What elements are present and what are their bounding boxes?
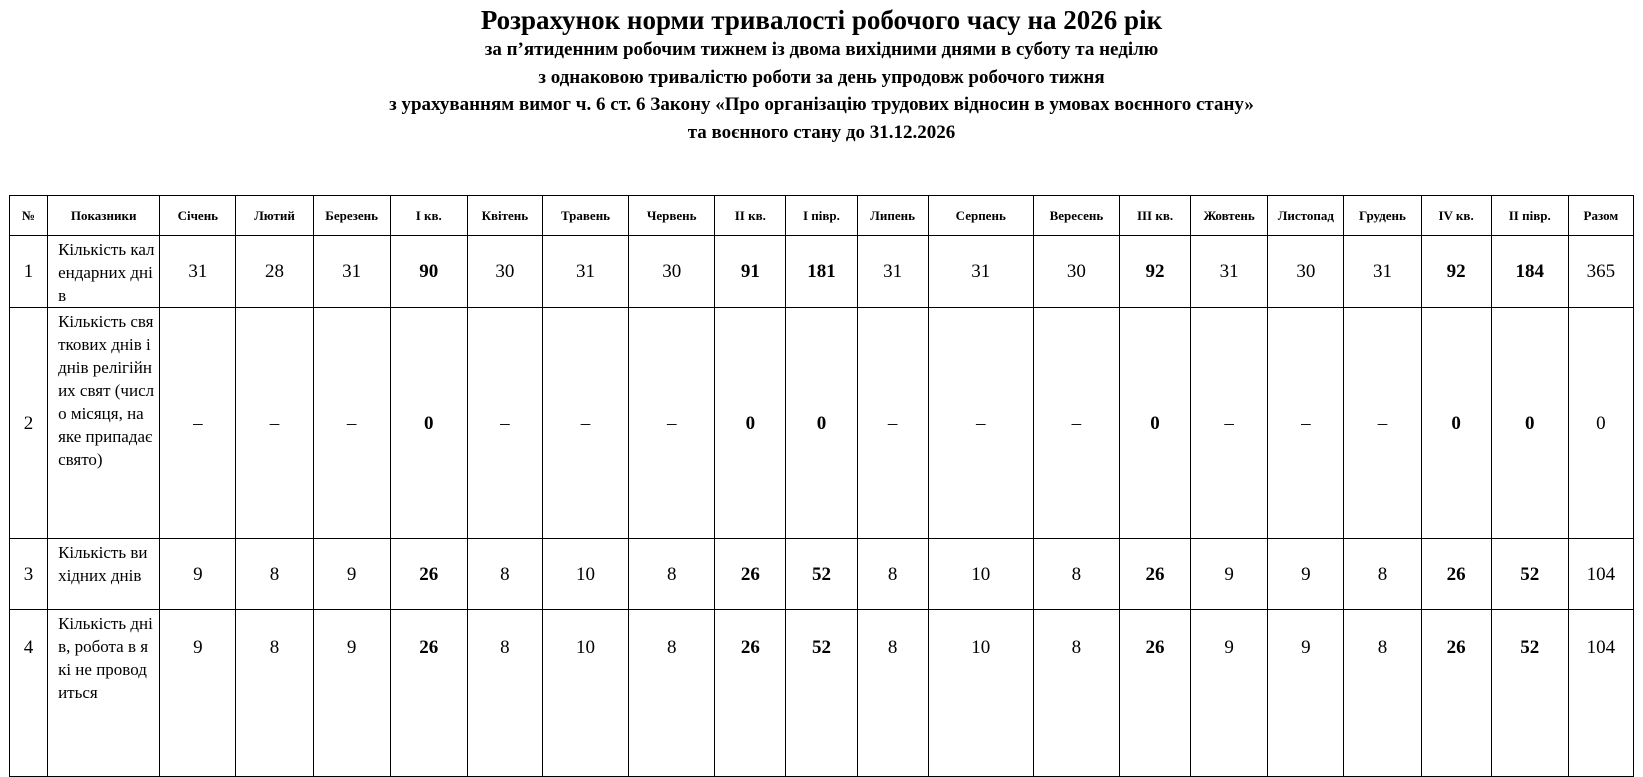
table-cell: 31: [928, 236, 1033, 308]
table-cell: 26: [715, 610, 786, 777]
table-cell: 9: [1268, 539, 1344, 610]
column-header: Січень: [160, 196, 236, 236]
table-cell: 92: [1421, 236, 1491, 308]
row-indicator: Кількість святкових днів і днів релігійних свят (число місяця, на яке припадає свято): [48, 308, 160, 539]
table-cell: –: [467, 308, 542, 539]
table-cell: 10: [542, 539, 628, 610]
document-header: [0, 4, 1643, 146]
row-indicator: Кількість вихідних днів: [48, 539, 160, 610]
column-header: Липень: [857, 196, 928, 236]
table-cell: 30: [629, 236, 715, 308]
table-cell: 8: [467, 610, 542, 777]
table-cell: 104: [1568, 539, 1633, 610]
table-cell: 52: [1491, 610, 1568, 777]
table-cell: 365: [1568, 236, 1633, 308]
table-cell: 8: [857, 610, 928, 777]
column-header: II півр.: [1491, 196, 1568, 236]
table-cell: 8: [1033, 610, 1119, 777]
table-cell: –: [629, 308, 715, 539]
table-cell: –: [313, 308, 390, 539]
column-header: Травень: [542, 196, 628, 236]
table-cell: 8: [1033, 539, 1119, 610]
row-number: 1: [10, 236, 48, 308]
table-cell: –: [236, 308, 313, 539]
table-cell: –: [160, 308, 236, 539]
row-number: 4: [10, 610, 48, 777]
table-cell: 31: [160, 236, 236, 308]
table-cell: 104: [1568, 610, 1633, 777]
table-cell: –: [857, 308, 928, 539]
table-cell: –: [542, 308, 628, 539]
column-header: Жовтень: [1191, 196, 1268, 236]
table-cell: 8: [857, 539, 928, 610]
table-cell: 8: [467, 539, 542, 610]
table-cell: 52: [786, 539, 857, 610]
table-cell: 26: [715, 539, 786, 610]
table-cell: 91: [715, 236, 786, 308]
table-cell: 26: [390, 610, 467, 777]
table-cell: 0: [1421, 308, 1491, 539]
table-cell: 8: [629, 539, 715, 610]
table-cell: 8: [236, 539, 313, 610]
table-cell: 8: [236, 610, 313, 777]
table-cell: 0: [715, 308, 786, 539]
table-cell: 10: [928, 610, 1033, 777]
table-cell: 52: [786, 610, 857, 777]
table-cell: 0: [786, 308, 857, 539]
table-cell: –: [928, 308, 1033, 539]
column-header: Грудень: [1344, 196, 1421, 236]
table-cell: 8: [1344, 539, 1421, 610]
column-header: III кв.: [1119, 196, 1190, 236]
column-header: №: [10, 196, 48, 236]
table-cell: 31: [1344, 236, 1421, 308]
table-cell: 90: [390, 236, 467, 308]
table-cell: 9: [1191, 539, 1268, 610]
column-header: Листопад: [1268, 196, 1344, 236]
table-cell: 52: [1491, 539, 1568, 610]
row-number: 2: [10, 308, 48, 539]
column-header: IV кв.: [1421, 196, 1491, 236]
table-cell: 31: [542, 236, 628, 308]
row-number: 3: [10, 539, 48, 610]
table-cell: –: [1033, 308, 1119, 539]
table-cell: 26: [390, 539, 467, 610]
column-header: Квітень: [467, 196, 542, 236]
table-cell: 30: [1033, 236, 1119, 308]
table-cell: 31: [857, 236, 928, 308]
table-cell: 181: [786, 236, 857, 308]
column-header: II кв.: [715, 196, 786, 236]
table-cell: 0: [1119, 308, 1190, 539]
column-header: I кв.: [390, 196, 467, 236]
table-cell: 26: [1421, 610, 1491, 777]
subtitle-line: та воєнного стану до 31.12.2026: [687, 121, 956, 143]
table-row: [10, 308, 1634, 539]
column-header: Вересень: [1033, 196, 1119, 236]
table-cell: 9: [313, 610, 390, 777]
table-cell: 9: [313, 539, 390, 610]
table-row: [10, 236, 1634, 308]
table-cell: 10: [928, 539, 1033, 610]
table-cell: 0: [1491, 308, 1568, 539]
column-header: Разом: [1568, 196, 1633, 236]
row-indicator: Кількість днів, робота в які не проводиться: [48, 610, 160, 777]
table-cell: 8: [629, 610, 715, 777]
subtitle-line: з однаковою тривалістю роботи за день упродовж робочого тижня: [538, 66, 1105, 88]
table-cell: 9: [1268, 610, 1344, 777]
table-cell: 0: [390, 308, 467, 539]
table-cell: 26: [1421, 539, 1491, 610]
column-header: Показники: [48, 196, 160, 236]
table-cell: 9: [160, 610, 236, 777]
column-header: Серпень: [928, 196, 1033, 236]
table-cell: 30: [1268, 236, 1344, 308]
table-cell: 26: [1119, 610, 1190, 777]
table-cell: 8: [1344, 610, 1421, 777]
column-header: I півр.: [786, 196, 857, 236]
subtitle-line: за п’ятиденним робочим тижнем із двома вихідними днями в суботу та неділю: [484, 39, 1159, 60]
table-row: [10, 539, 1634, 610]
table-cell: –: [1191, 308, 1268, 539]
table-header-row: [10, 196, 1634, 236]
subtitle-line: з урахуванням вимог ч. 6 ст. 6 Закону «Про організацію трудових відносин в умовах воєнного стану»: [389, 94, 1254, 115]
table-cell: 31: [313, 236, 390, 308]
table-cell: 31: [1191, 236, 1268, 308]
table-cell: –: [1268, 308, 1344, 539]
table-cell: 184: [1491, 236, 1568, 308]
table-cell: –: [1344, 308, 1421, 539]
table-row: [10, 610, 1634, 777]
table-cell: 9: [160, 539, 236, 610]
table-cell: 9: [1191, 610, 1268, 777]
column-header: Лютий: [236, 196, 313, 236]
work-time-norm-table: [9, 195, 1634, 777]
table-cell: 10: [542, 610, 628, 777]
table-cell: 26: [1119, 539, 1190, 610]
table-cell: 30: [467, 236, 542, 308]
table-cell: 92: [1119, 236, 1190, 308]
table-cell: 28: [236, 236, 313, 308]
document-title: Розрахунок норми тривалості робочого часу на 2026 рік: [480, 5, 1163, 35]
row-indicator: Кількість календарних днів: [48, 236, 160, 308]
column-header: Березень: [313, 196, 390, 236]
column-header: Червень: [629, 196, 715, 236]
table-cell: 0: [1568, 308, 1633, 539]
